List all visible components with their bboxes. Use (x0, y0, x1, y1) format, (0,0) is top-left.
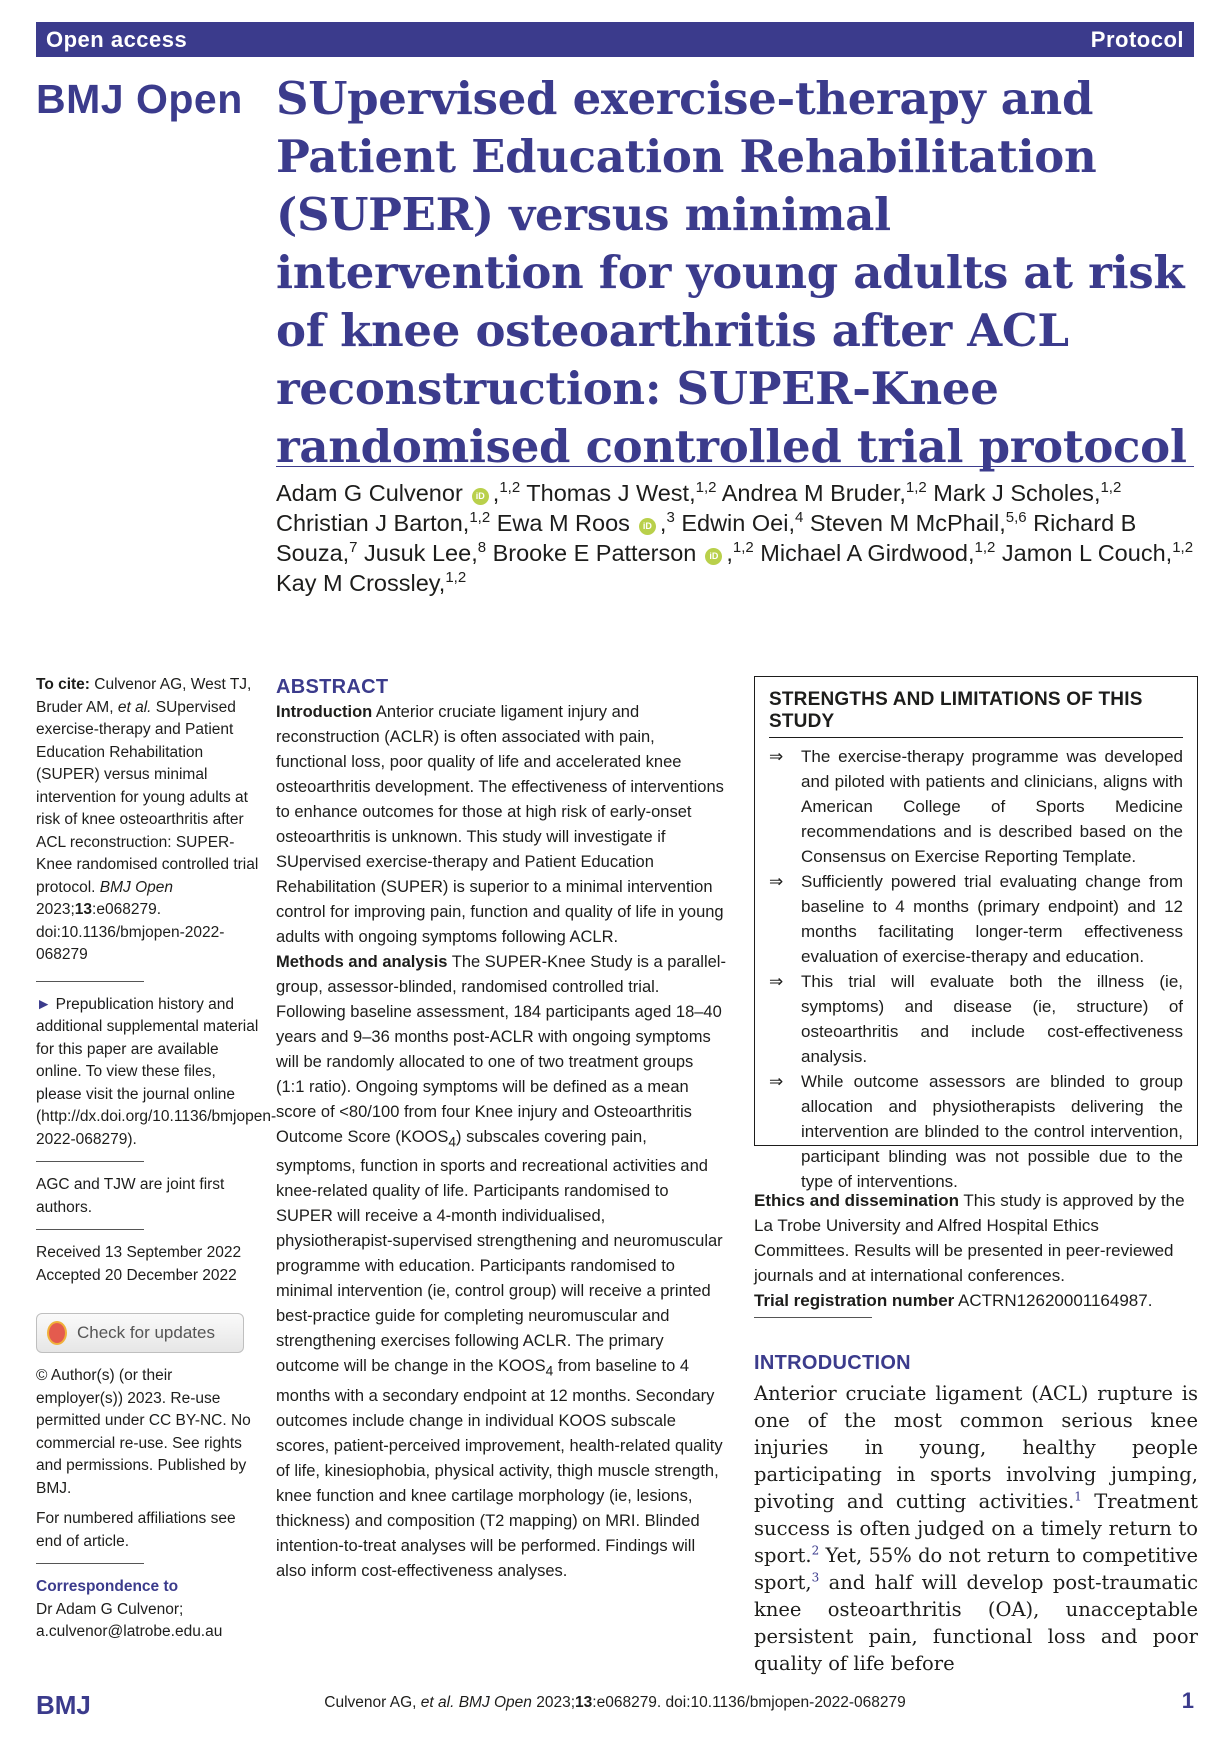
author-name[interactable]: Kay M Crossley (276, 570, 439, 596)
footer-citation (0, 1694, 1230, 1712)
double-arrow-icon: ⇒ (769, 972, 784, 991)
author-list: Adam G Culvenor iD ,$^{1,2}$ Thomas J West,$^{1,2}$ Andrea M Bruder,$^{1,2}$ Mark J Scholes,$^{1,2}$ Christian J Barton,$^{1,2}$ Ewa M Roos iD ,$^3$ Edwin Oei,$^4$ Steven M McPhail,$^{5,6}$ Richard B Souza,$^7$ Jusuk Lee,$^8$ Brooke E Patterson iD ,$^{1,2}$ Michael A Girdwood,$^{1,2}$ Jamon L Couch,$^{1,2}$ Kay M Crossley,$^{1,2}$ (276, 479, 1194, 596)
ethics-text: This study is approved by the La Trobe University and Alfred Hospital Ethics Committees. Results will be presented in peer-reviewed journals and at international conferences. (754, 1191, 1185, 1285)
author-name[interactable]: Jusuk Lee (364, 540, 472, 566)
abstract-heading: ABSTRACT (276, 676, 389, 698)
intro-text: and half will develop post-traumatic knee osteoarthritis (OA), unacceptable persistent pain, functional loss and poor quality of life before (754, 1571, 1198, 1675)
author-name[interactable]: Adam G Culvenor (276, 480, 463, 506)
author-name[interactable]: Andrea M Bruder (721, 480, 900, 506)
abstract-section (276, 674, 726, 1584)
orcid-icon[interactable]: iD (639, 518, 656, 535)
intro-text: Treatment success is often judged on a timely return to sport. (754, 1490, 1198, 1567)
intro-text: Yet, 55% do not return to competitive sport, (754, 1544, 1198, 1594)
double-arrow-icon: ⇒ (769, 747, 784, 766)
author-affiliation: 1,2 (905, 479, 927, 497)
author-affiliation: 7 (349, 539, 358, 557)
open-access-label: Open access (46, 26, 188, 52)
author-affiliation: 1,2 (1100, 479, 1122, 497)
correspondence-name: Dr Adam G Culvenor; (36, 1600, 184, 1618)
prepub-note (36, 994, 277, 1152)
reference-link[interactable]: 3 (811, 1570, 820, 1585)
strength-item (769, 744, 1183, 869)
author-affiliation: 1,2 (1172, 539, 1194, 557)
author-name[interactable]: Jamon L Couch (1001, 540, 1166, 566)
reference-link[interactable]: 1 (1074, 1489, 1082, 1504)
sidebar-divider (36, 1563, 144, 1564)
abstract-intro-label: Introduction (276, 703, 373, 721)
abstract-methods (276, 950, 726, 1584)
footer-cite-authors: Culvenor AG, (324, 1694, 421, 1711)
cite-label: To cite: (36, 676, 90, 693)
author-name[interactable]: Ewa M Roos (496, 510, 630, 536)
cite-journal: BMJ Open (99, 878, 173, 896)
double-arrow-icon: ⇒ (769, 872, 784, 891)
correspondence-email[interactable]: a.culvenor@latrobe.edu.au (36, 1623, 223, 1640)
footer-bmj-logo: BMJ (36, 1690, 91, 1720)
check-for-updates-button[interactable] (36, 1313, 244, 1353)
abstract-methods-text: from baseline to 4 months with a secondary endpoint at 12 months. Secondary outcomes include change in individual KOOS subscale scores, patient-perceived improvement, health-related quality of life, kinesiophobia, physical activity, thigh muscle strength, knee function and knee cartilage morphology (ie, lesions, thickness) and composition (T2 mapping) on MRI. Blinded intention-to-treat analyses will be performed. Findings will also inform cost-effectiveness analyses. (276, 1357, 723, 1580)
cite-year: 2023; (36, 901, 75, 918)
received-date: Received 13 September 2022 (36, 1244, 242, 1261)
author-affiliation: 3 (666, 509, 675, 527)
author-affiliation: 1,2 (445, 569, 467, 587)
cite-authors: Culvenor AG, West TJ, Bruder AM, (36, 676, 252, 716)
bullet-arrow-icon: ► (36, 995, 52, 1013)
article-type-label: Protocol (1090, 26, 1184, 52)
introduction-paragraph (754, 1380, 1198, 1677)
strength-item-text: While outcome assessors are blinded to group allocation and physiotherapists delivering the intervention are blinded to the control intervention, participant blinding was not possible due to the type of interventions. (801, 1072, 1183, 1191)
orcid-icon[interactable]: iD (705, 548, 722, 565)
author-affiliation: 1,2 (499, 479, 521, 497)
joint-authors-note: AGC and TJW are joint first authors. (36, 1176, 225, 1216)
affiliations-note: For numbered affiliations see end of article. (36, 1510, 236, 1550)
strength-item (769, 869, 1183, 969)
abstract-methods-label: Methods and analysis (276, 953, 448, 971)
strength-item-text: This trial will evaluate both the illness (ie, symptoms) and disease (ie, structure) of osteoarthritis and include cost-effectiveness analysis. (801, 972, 1183, 1066)
author-name[interactable]: Brooke E Patterson (492, 540, 697, 566)
abstract-introduction (276, 700, 726, 950)
author-name[interactable]: Mark J Scholes (933, 480, 1094, 506)
article-title: SUpervised exercise-therapy and Patient Education Rehabilitation (SUPER) versus minimal intervention for young adults at risk of knee osteoarthritis after ACL reconstruction: SUPER-Knee randomised controlled trial protocol (276, 72, 1187, 473)
crossmark-icon (47, 1321, 67, 1345)
strengths-limitations-box (754, 676, 1198, 1191)
sidebar-divider (36, 1229, 144, 1230)
section-divider (754, 1317, 872, 1318)
koos-subscript: 4 (448, 1134, 457, 1150)
intro-text: Anterior cruciate ligament (ACL) rupture is one of the most common serious knee injuries in young, healthy people participating in sports involving jumping, pivoting and cutting activities. (754, 1382, 1198, 1513)
trial-registration (754, 1288, 1198, 1313)
strength-item-text: The exercise-therapy programme was developed and piloted with patients and clinicians, aligns with American College of Sports Medicine recommendations and is described based on the Consensus on Exercise Reporting Template. (801, 747, 1183, 866)
koos-subscript: 4 (545, 1363, 554, 1379)
journal-logo: BMJ Open (36, 76, 243, 122)
check-updates-label: Check for updates (77, 1322, 215, 1342)
strengths-heading: STRENGTHS AND LIMITATIONS OF THIS STUDY (769, 689, 1183, 738)
top-banner (36, 22, 1194, 57)
prepub-text: Prepublication history and additional supplemental material for this paper are available online. To view these files, please visit the journal online (http://dx.doi.org/10.1136/bmjopen-2022-068279). (36, 995, 277, 1148)
author-affiliation: 8 (477, 539, 487, 557)
sidebar-divider (36, 1161, 144, 1162)
abstract-methods-text: ) subscales covering pain, symptoms, function in sports and recreational activities and knee-related quality of life. Participants randomised to SUPER will receive a 4-month individualised, physiotherapist-supervised strengthening and neuromuscular programme with education. Participants randomised to minimal intervention (ie, control group) will receive a printed best-practice guide for completing neuromuscular and strengthening exercises following ACLR. The primary outcome will be change in the KOOS (276, 1128, 723, 1376)
author-affiliation: 4 (794, 509, 804, 527)
author-name[interactable]: Richard B Souza (276, 510, 1137, 566)
ethics-paragraph (754, 1188, 1198, 1288)
author-name[interactable]: Steven M McPhail (809, 510, 1000, 536)
author-name[interactable]: Edwin Oei (681, 510, 789, 536)
footer-cite-year: 2023; (531, 1694, 576, 1711)
correspondence-label: Correspondence to (36, 1578, 179, 1595)
author-name[interactable]: Thomas J West (526, 480, 690, 506)
abstract-methods-text: The SUPER-Knee Study is a parallel-group, assessor-blinded, randomised controlled trial. Following baseline assessment, 184 participants aged 18–40 years and 9–36 months post-ACLR with ongoing symptoms will be randomly allocated to one of two treatment groups (1:1 ratio). Ongoing symptoms will be defined as a mean score of <80/100 from four Knee injury and Osteoarthritis Outcome Score (KOOS (276, 953, 726, 1146)
copyright-note: © Author(s) (or their employer(s)) 2023. Re-use permitted under CC BY-NC. No commercial re-use. See rights and permissions. Published by BMJ. (36, 1367, 251, 1497)
double-arrow-icon: ⇒ (769, 1072, 784, 1091)
cite-etal: et al. (117, 698, 152, 716)
author-affiliation: 1,2 (469, 509, 491, 527)
reference-link[interactable]: 2 (811, 1543, 820, 1558)
strengths-list (769, 744, 1183, 1194)
sidebar-divider (36, 981, 144, 982)
author-affiliation: 1,2 (695, 479, 717, 497)
author-name[interactable]: Christian J Barton (276, 510, 463, 536)
strength-item (769, 969, 1183, 1069)
page-number: 1 (1181, 1688, 1194, 1713)
strength-item (769, 1069, 1183, 1194)
citation-block (36, 674, 261, 967)
trial-registration-label: Trial registration number (754, 1291, 955, 1310)
footer-cite-doi: :e068279. doi:10.1136/bmjopen-2022-068279 (592, 1694, 906, 1711)
introduction-heading: INTRODUCTION (754, 1352, 911, 1374)
author-name[interactable]: Michael A Girdwood (760, 540, 968, 566)
trial-registration-number: ACTRN12620001164987. (954, 1291, 1153, 1310)
orcid-icon[interactable]: iD (472, 488, 489, 505)
ethics-label: Ethics and dissemination (754, 1191, 959, 1210)
ethics-section (754, 1188, 1198, 1318)
footer-cite-journal: et al. BMJ Open (420, 1694, 532, 1711)
author-affiliation: 1,2 (974, 539, 996, 557)
cite-doi: :e068279. doi:10.1136/bmjopen-2022-068279 (36, 901, 225, 963)
author-affiliation: 5,6 (1005, 509, 1027, 527)
cite-volume: 13 (74, 901, 93, 918)
left-sidebar (36, 674, 277, 1644)
footer-cite-volume: 13 (575, 1694, 593, 1711)
cite-title: SUpervised exercise-therapy and Patient Education Rehabilitation (SUPER) versus minimal intervention for young adults at risk of knee osteoarthritis after ACL reconstruction: SUPER-Knee randomised controlled trial protocol. (36, 698, 259, 896)
title-divider (276, 466, 1194, 467)
strength-item-text: Sufficiently powered trial evaluating change from baseline to 4 months (primary endpoint) and 12 months facilitating longer-term effectiveness evaluation of exercise-therapy and education. (801, 872, 1183, 966)
abstract-intro-text: Anterior cruciate ligament injury and reconstruction (ACLR) is often associated with pain, functional loss, poor quality of life and accelerated knee osteoarthritis development. The effectiveness of interventions to enhance outcomes for those at high risk of early-onset osteoarthritis is unknown. This study will investigate if SUpervised exercise-therapy and Patient Education Rehabilitation (SUPER) is superior to a minimal intervention control for improving pain, function and quality of life in young adults with ongoing symptoms following ACLR. (276, 703, 724, 946)
author-affiliation: 1,2 (732, 539, 754, 557)
accepted-date: Accepted 20 December 2022 (36, 1266, 237, 1284)
